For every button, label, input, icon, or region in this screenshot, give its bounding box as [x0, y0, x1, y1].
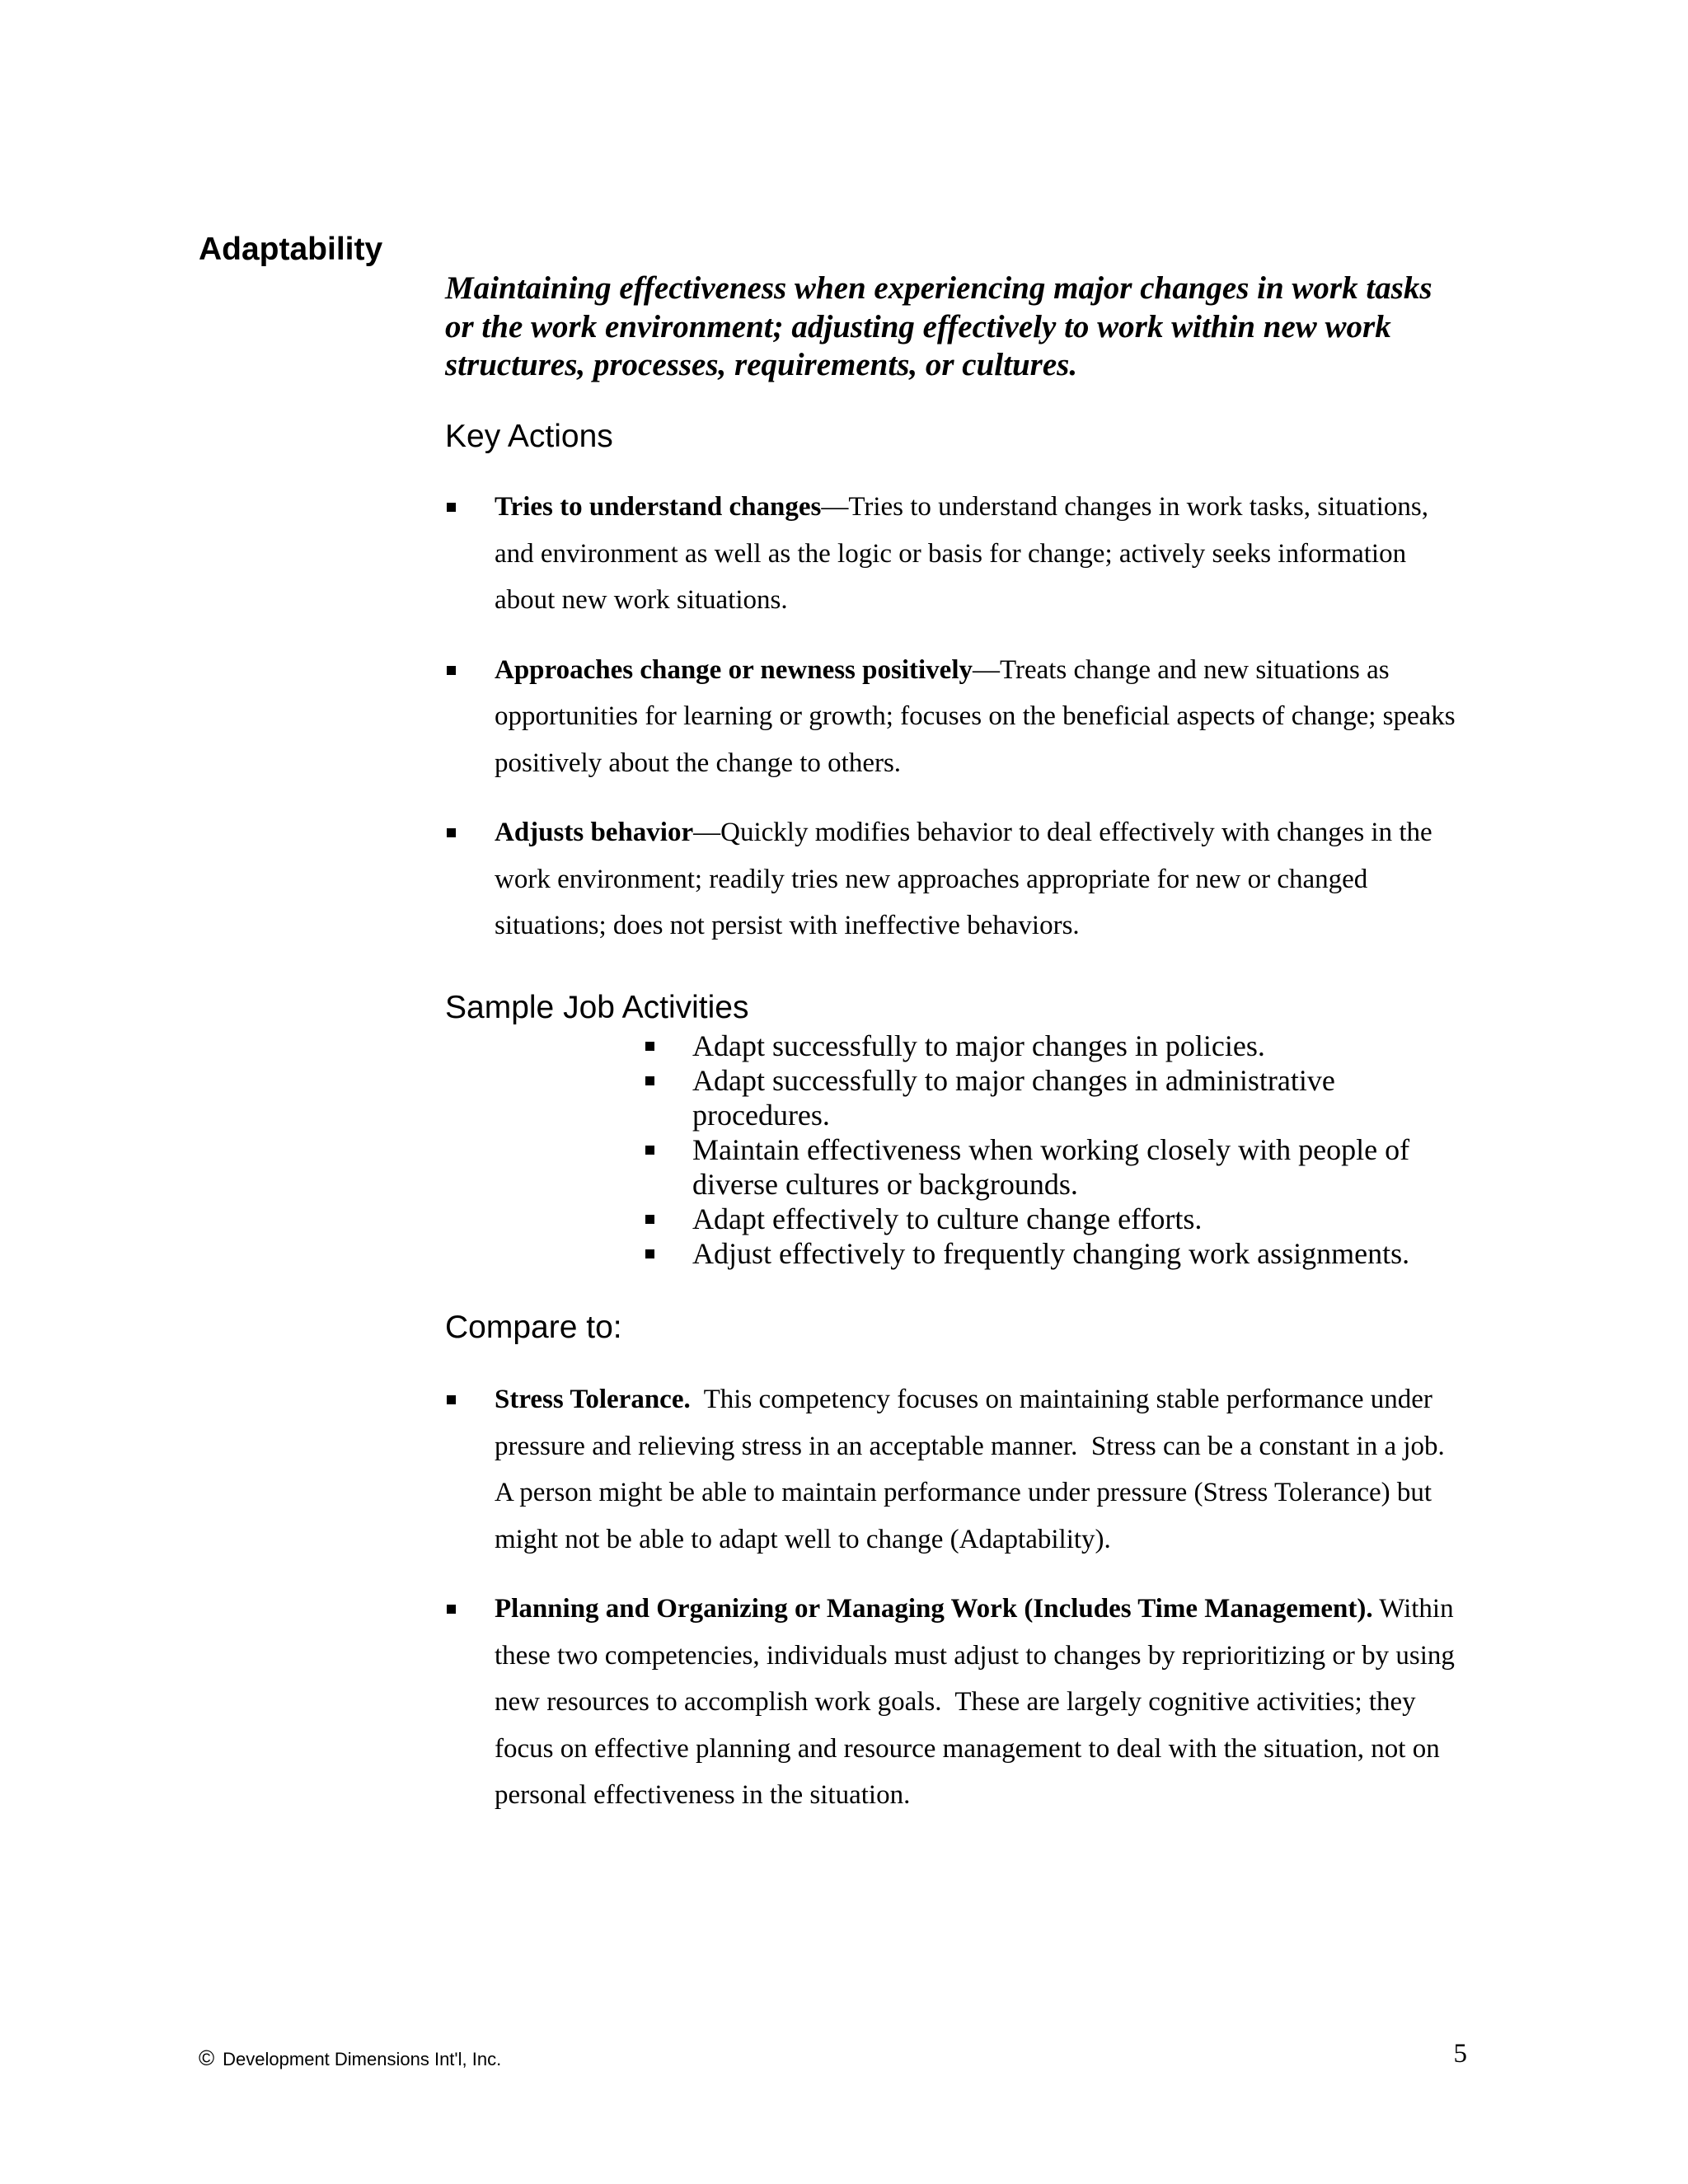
sample-activity-item	[643, 1236, 1467, 1271]
sample-activity-text: Adapt effectively to culture change efforts.	[692, 1202, 1203, 1235]
key-action-title: Tries to understand changes	[495, 492, 822, 522]
compare-item-title: Stress Tolerance.	[495, 1385, 691, 1414]
sample-activity-text: Adapt successfully to major changes in policies.	[692, 1029, 1265, 1062]
sample-activity-item	[643, 1029, 1467, 1063]
sample-activity-text: Adjust effectively to frequently changing work assignments.	[692, 1237, 1410, 1270]
square-bullet-icon	[447, 1395, 456, 1404]
key-action-title: Approaches change or newness positively	[495, 654, 973, 685]
compare-item-text: This competency focuses on maintaining stable performance under pressure and relieving stress in an acceptable manner. Stress can be a constant in a job. A person might be able to maintain performance under pressure (Stress Tolerance) but might not be able to adapt well to change (Adaptability).	[495, 1385, 1457, 1554]
square-bullet-icon	[447, 1605, 456, 1614]
compare-item	[445, 1586, 1467, 1819]
sample-activity-text: Maintain effectiveness when working closely with people of diverse cultures or backgrounds.	[692, 1133, 1410, 1201]
sample-job-activities-heading: Sample Job Activities	[445, 990, 749, 1025]
footer-copyright	[199, 2046, 501, 2072]
square-bullet-icon	[645, 1146, 654, 1155]
sample-activity-item	[643, 1063, 1467, 1132]
square-bullet-icon	[645, 1215, 654, 1224]
square-bullet-icon	[645, 1249, 654, 1258]
sample-job-activities-list	[643, 1029, 1467, 1271]
compare-to-heading: Compare to:	[445, 1310, 622, 1345]
key-action-text: —Tries to understand changes in work tasks, situations, and environment as well as the logic or basis for change; actively seeks information about new work situations.	[495, 492, 1428, 615]
compare-item-title: Planning and Organizing or Managing Work (Includes Time Management).	[495, 1594, 1373, 1624]
footer-company: Development Dimensions Int'l, Inc.	[223, 2049, 502, 2069]
key-actions-list	[445, 484, 1467, 949]
key-action-item	[445, 809, 1467, 949]
square-bullet-icon	[645, 1042, 654, 1051]
sample-activity-item	[643, 1202, 1467, 1236]
page-number: 5	[1453, 2039, 1467, 2069]
key-action-text: —Quickly modifies behavior to deal effectively with changes in the work environment; readily tries new approaches appropriate for new or changed situations; does not persist with ineffective behaviors.	[495, 818, 1432, 940]
square-bullet-icon	[645, 1076, 654, 1085]
key-action-item	[445, 484, 1467, 624]
copyright-icon: ©	[199, 2046, 215, 2070]
key-action-item	[445, 647, 1467, 787]
key-action-title: Adjusts behavior	[495, 818, 694, 847]
key-action-text: —Treats change and new situations as opportunities for learning or growth; focuses on the beneficial aspects of change; speaks positively about the change to others.	[495, 654, 1456, 778]
section-title: Adaptability	[199, 232, 383, 267]
square-bullet-icon	[447, 828, 456, 837]
sample-activity-item	[643, 1132, 1467, 1202]
square-bullet-icon	[447, 666, 456, 675]
compare-item-text: Within these two competencies, individuals must adjust to changes by reprioritizing or by using new resources to accomplish work goals. These are largely cognitive activities; they focus on effective planning and resource management to deal with the situation, not on personal effectiveness in the situation.	[495, 1594, 1462, 1810]
competency-definition: Maintaining effectiveness when experiencing major changes in work tasks or the work environment; adjusting effectively to work within new work structures, processes, requirements, or cultures.	[445, 270, 1432, 382]
compare-to-list	[445, 1376, 1467, 1819]
square-bullet-icon	[447, 503, 456, 512]
key-actions-heading: Key Actions	[445, 419, 613, 454]
compare-item	[445, 1376, 1467, 1563]
sample-activity-text: Adapt successfully to major changes in administrative procedures.	[692, 1064, 1335, 1132]
